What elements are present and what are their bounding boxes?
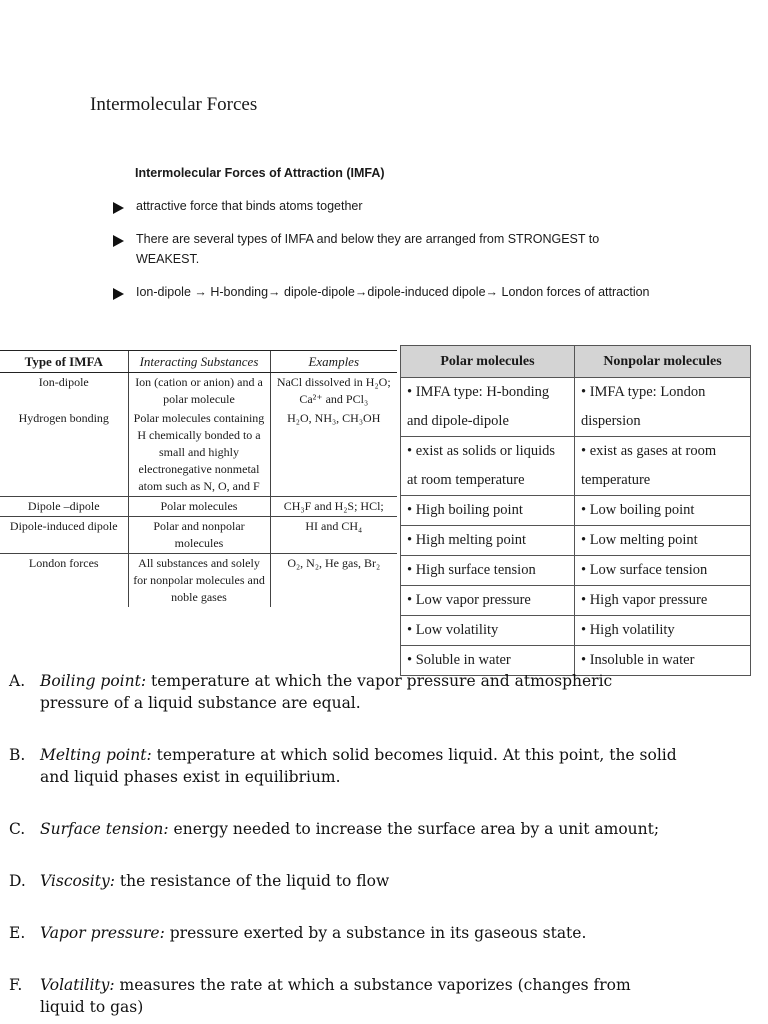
nonpolar-cell: • exist as gases at room temperature (575, 437, 751, 496)
table-row (0, 409, 397, 497)
column-header: Polar molecules (401, 346, 575, 378)
bullet-item (113, 229, 653, 269)
definition-letter: B. (9, 746, 26, 764)
polar-nonpolar-table (400, 345, 751, 676)
imfa-type-cell: Ion-dipole (38, 375, 89, 389)
nonpolar-cell: • High vapor pressure (575, 586, 751, 616)
polar-cell: • Low volatility (401, 616, 575, 646)
definition-continuation: and liquid phases exist in equilibrium. (40, 768, 341, 786)
substances-cell: Ion (cation or anion) and a polar molecule (128, 373, 270, 410)
nonpolar-cell: • High volatility (575, 616, 751, 646)
table-row (401, 586, 751, 616)
triangle-bullet-icon (113, 235, 124, 247)
imfa-type-cell: Hydrogen bonding (18, 411, 109, 425)
definition-term: Volatility: (40, 976, 115, 994)
bullet-text: There are several types of IMFA and below they are arranged from STRONGEST to WEAKEST. (136, 232, 600, 266)
definition-text: energy needed to increase the surface area by a unit amount; (168, 820, 660, 838)
polar-cell: • Low vapor pressure (401, 586, 575, 616)
definition-continuation: pressure of a liquid substance are equal. (40, 694, 361, 712)
bullet-text: attractive force that binds atoms together (136, 199, 363, 213)
definition-text: the resistance of the liquid to flow (114, 872, 390, 890)
imfa-bullet-list (113, 196, 653, 315)
definition-term: Viscosity: (40, 872, 115, 890)
polar-cell: • High boiling point (401, 496, 575, 526)
polar-cell: • exist as solids or liquids at room temperature (401, 437, 575, 496)
bullet-item (113, 196, 653, 216)
polar-cell: • Soluble in water (401, 646, 575, 676)
nonpolar-cell: • Low boiling point (575, 496, 751, 526)
column-header: Interacting Substances (128, 351, 270, 373)
examples-cell: H₂O, NH₃, CH₃OH (270, 409, 397, 497)
imfa-type-cell: London forces (0, 554, 128, 608)
definition-term: Surface tension: (40, 820, 169, 838)
nonpolar-cell: • Low melting point (575, 526, 751, 556)
definition-item (9, 974, 764, 1018)
page-title: Intermolecular Forces (90, 94, 258, 115)
table-row (401, 496, 751, 526)
triangle-bullet-icon (113, 202, 124, 214)
triangle-bullet-icon (113, 288, 124, 300)
definition-letter: C. (9, 820, 26, 838)
table-row (401, 526, 751, 556)
definition-item (9, 744, 764, 788)
definitions-list (9, 670, 764, 1018)
column-header: Examples (270, 351, 397, 373)
definition-term: Boiling point: (40, 672, 147, 690)
table-row (0, 517, 397, 554)
definition-term: Vapor pressure: (40, 924, 165, 942)
definition-letter: F. (9, 976, 23, 994)
table-header-row (0, 351, 397, 373)
definition-letter: D. (9, 872, 26, 890)
imfa-heading: Intermolecular Forces of Attraction (IMFA) (135, 166, 385, 180)
examples-cell: HI and CH₄ (270, 517, 397, 554)
column-header: Type of IMFA (0, 351, 128, 373)
table-row (401, 437, 751, 496)
imfa-type-cell: Dipole-induced dipole (0, 517, 128, 554)
definition-item (9, 922, 764, 944)
substances-cell: Polar molecules containing H chemically bonded to a small and highly electronegative nonmetal atom such as N, O, and F (128, 409, 270, 497)
nonpolar-cell: • IMFA type: London dispersion (575, 378, 751, 437)
definition-text: temperature at which solid becomes liquid. At this point, the solid (151, 746, 677, 764)
definition-letter: A. (9, 672, 26, 690)
table-row (401, 556, 751, 586)
substances-cell: Polar and nonpolar molecules (128, 517, 270, 554)
definition-text: measures the rate at which a substance vaporizes (changes from (114, 976, 631, 994)
substances-cell: All substances and solely for nonpolar molecules and noble gases (128, 554, 270, 608)
table-row (401, 378, 751, 437)
definition-item (9, 870, 764, 892)
table-row (0, 554, 397, 608)
table-row (401, 616, 751, 646)
imfa-type-cell: Dipole –dipole (0, 497, 128, 517)
column-header: Nonpolar molecules (575, 346, 751, 378)
examples-cell: NaCl dissolved in H₂O; Ca²⁺ and PCl₃ (270, 373, 397, 410)
polar-cell: • IMFA type: H-bonding and dipole-dipole (401, 378, 575, 437)
definition-term: Melting point: (40, 746, 152, 764)
definition-letter: E. (9, 924, 26, 942)
substances-cell: Polar molecules (128, 497, 270, 517)
polar-cell: • High melting point (401, 526, 575, 556)
definition-item (9, 818, 764, 840)
definition-item (9, 670, 764, 714)
nonpolar-cell: • Insoluble in water (575, 646, 751, 676)
table-row (0, 497, 397, 517)
examples-cell: CH₃F and H₂S; HCl; (270, 497, 397, 517)
table-header-row (401, 346, 751, 378)
definition-continuation: liquid to gas) (40, 998, 144, 1016)
imfa-types-table (0, 350, 397, 607)
nonpolar-cell: • Low surface tension (575, 556, 751, 586)
table-row (0, 373, 397, 410)
bullet-text: Ion-dipole → H-bonding→ dipole-dipole→dipole-induced dipole→ London forces of attraction (136, 285, 650, 299)
examples-cell: O₂, N₂, He gas, Br₂ (270, 554, 397, 608)
definition-text: pressure exerted by a substance in its gaseous state. (164, 924, 587, 942)
polar-cell: • High surface tension (401, 556, 575, 586)
definition-text: temperature at which the vapor pressure and atmospheric (146, 672, 613, 690)
bullet-item (113, 282, 653, 302)
